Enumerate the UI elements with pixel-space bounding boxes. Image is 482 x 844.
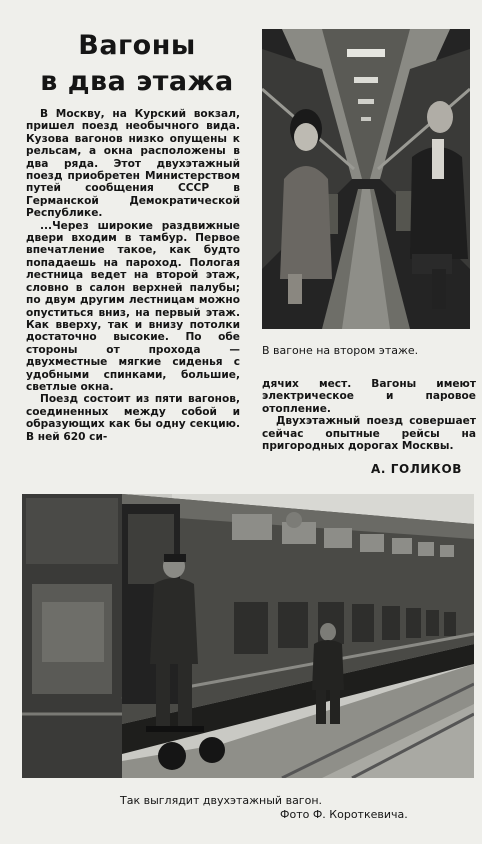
paragraph-4: дячих мест. Вагоны имеют электрическое и паровое отопление. [262, 378, 476, 415]
title-line-2: в два этажа [40, 66, 234, 97]
paragraph-5: Двухэтажный поезд совершает сейчас опытные рейсы на пригородных дорогах Москвы. [262, 415, 476, 453]
left-column [26, 108, 240, 443]
interior-photo [262, 29, 470, 329]
author-signature: А. ГОЛИКОВ [370, 462, 462, 476]
train-photo-caption: Так выглядит двухэтажный вагон. [120, 794, 323, 807]
interior-photo-graphic [262, 29, 470, 329]
paragraph-2: ...Через широкие раздвижные двери входим в тамбур. Первое впечатление такое, как будто попадаешь на пароход. Пологая лестница ведет на второй этаж, словно в салон верхней палубы; по двум другим лестницам можно опуститься вниз, на первый этаж. Как вверху, так и внизу потолки достаточно высокие. По обе стороны от прохода — двухместные мягкие сиденья с удобными спинками, большие, светлые окна. [26, 219, 240, 393]
article-title [32, 28, 242, 100]
train-photo-graphic [22, 494, 474, 778]
title-line-1: Вагоны [78, 30, 196, 61]
paragraph-3: Поезд состоит из пяти вагонов, соединенных между собой и образующих как бы одну секцию. В ней 620 си- [26, 393, 240, 443]
photo-credit: Фото Ф. Короткевича. [280, 808, 408, 821]
paragraph-1: В Москву, на Курский вокзал, пришел поезд необычного вида. Кузова вагонов низко опущены к рельсам, а окна расположены в два ряда. Этот двухэтажный поезд приобретен Министерством путей сообщения СССР в Германской Демократической Республике. [26, 108, 240, 220]
right-column [262, 378, 476, 452]
train-photo [22, 494, 474, 778]
interior-photo-caption: В вагоне на втором этаже. [262, 344, 419, 357]
